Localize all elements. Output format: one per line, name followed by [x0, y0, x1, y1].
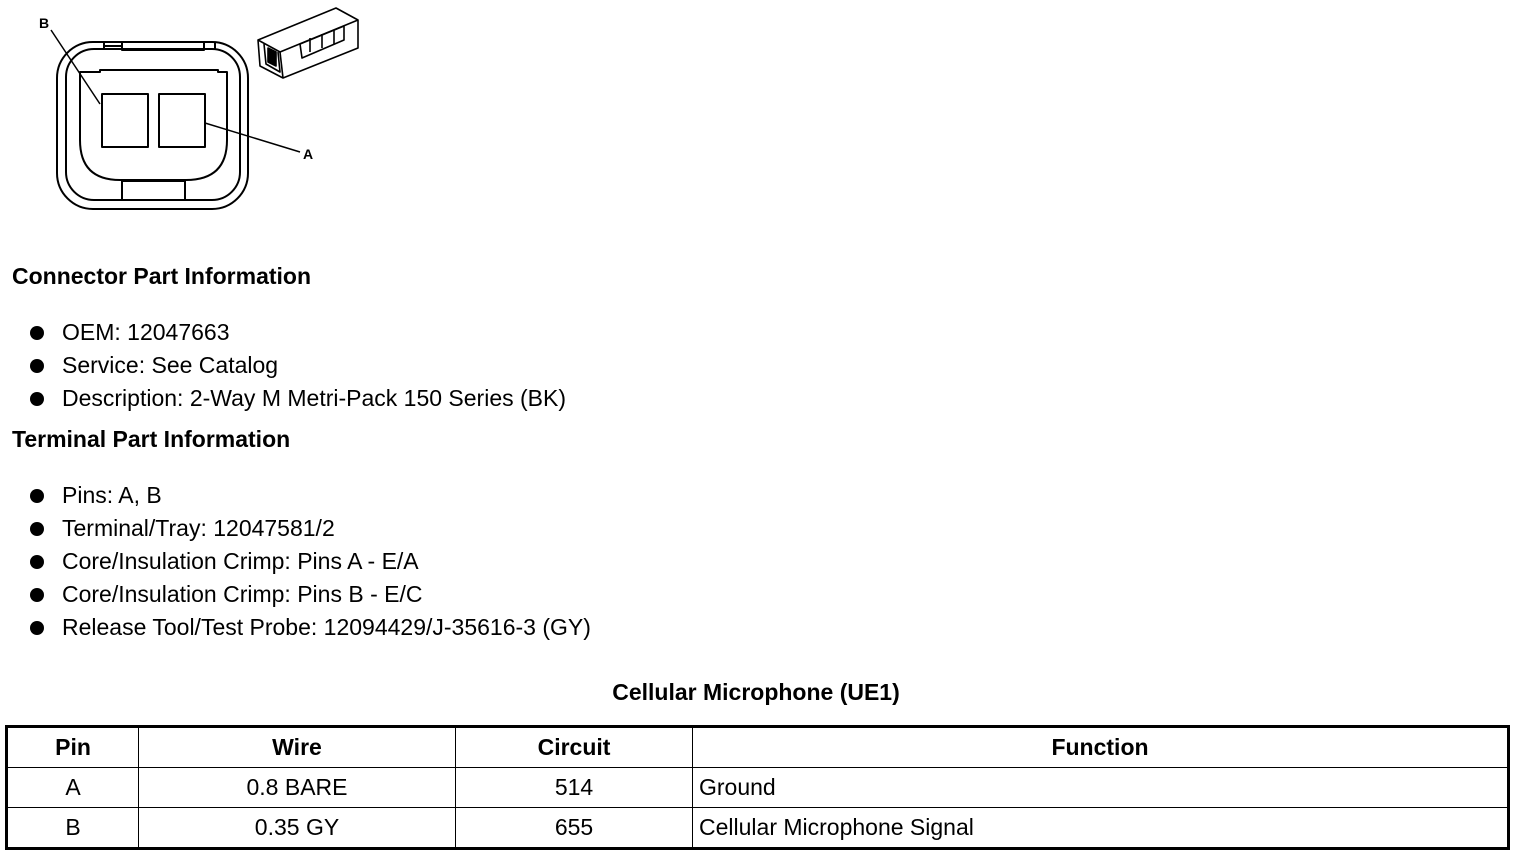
list-item-text: Core/Insulation Crimp: Pins A - E/A	[62, 548, 419, 574]
header-function: Function	[693, 727, 1509, 768]
list-item	[0, 611, 591, 644]
bullet-icon	[30, 359, 44, 373]
callout-a-leader	[205, 123, 300, 152]
callout-b-label: B	[39, 15, 50, 31]
table-title: Cellular Microphone (UE1)	[612, 679, 900, 705]
cell-wire: 0.8 BARE	[139, 768, 456, 808]
connector-part-list	[0, 316, 566, 415]
list-item	[0, 479, 591, 512]
bullet-icon	[30, 555, 44, 569]
connector-outer-shell	[57, 42, 248, 209]
table-header-row	[7, 727, 1509, 768]
bullet-icon	[30, 489, 44, 503]
list-item-text: Service: See Catalog	[62, 352, 279, 378]
terminal-part-list	[0, 479, 591, 644]
header-pin: Pin	[7, 727, 139, 768]
list-item-text: Pins: A, B	[62, 482, 162, 508]
table-row	[7, 808, 1509, 849]
pin-a-cavity	[159, 94, 205, 147]
list-item-text: Description: 2-Way M Metri-Pack 150 Series (BK)	[62, 385, 567, 411]
list-item	[0, 512, 591, 545]
list-item-text: Release Tool/Test Probe: 12094429/J-35616-3 (GY)	[62, 614, 591, 640]
connector-part-heading: Connector Part Information	[12, 263, 312, 289]
list-item	[0, 545, 591, 578]
callout-a-label: A	[303, 146, 314, 162]
bullet-icon	[30, 621, 44, 635]
list-item	[0, 349, 566, 382]
connector-bottom-key	[122, 181, 185, 200]
bullet-icon	[30, 392, 44, 406]
list-item	[0, 316, 566, 349]
cell-function: Ground	[693, 768, 1509, 808]
terminal-part-heading: Terminal Part Information	[12, 426, 291, 452]
list-item-text: Terminal/Tray: 12047581/2	[62, 515, 335, 541]
cell-wire: 0.35 GY	[139, 808, 456, 849]
list-item	[0, 578, 591, 611]
header-wire: Wire	[139, 727, 456, 768]
cell-pin: B	[7, 808, 139, 849]
connector-face-diagram	[0, 0, 380, 220]
table-row	[7, 768, 1509, 808]
cell-circuit: 655	[456, 808, 693, 849]
list-item-text: OEM: 12047663	[62, 319, 230, 345]
list-item	[0, 382, 566, 415]
bullet-icon	[30, 588, 44, 602]
cell-pin: A	[7, 768, 139, 808]
cell-function: Cellular Microphone Signal	[693, 808, 1509, 849]
bullet-icon	[30, 522, 44, 536]
header-circuit: Circuit	[456, 727, 693, 768]
pinout-table	[5, 725, 1510, 850]
cell-circuit: 514	[456, 768, 693, 808]
bullet-icon	[30, 326, 44, 340]
list-item-text: Core/Insulation Crimp: Pins B - E/C	[62, 581, 423, 607]
connector-isometric-icon	[258, 8, 358, 78]
pin-b-cavity	[102, 94, 148, 147]
